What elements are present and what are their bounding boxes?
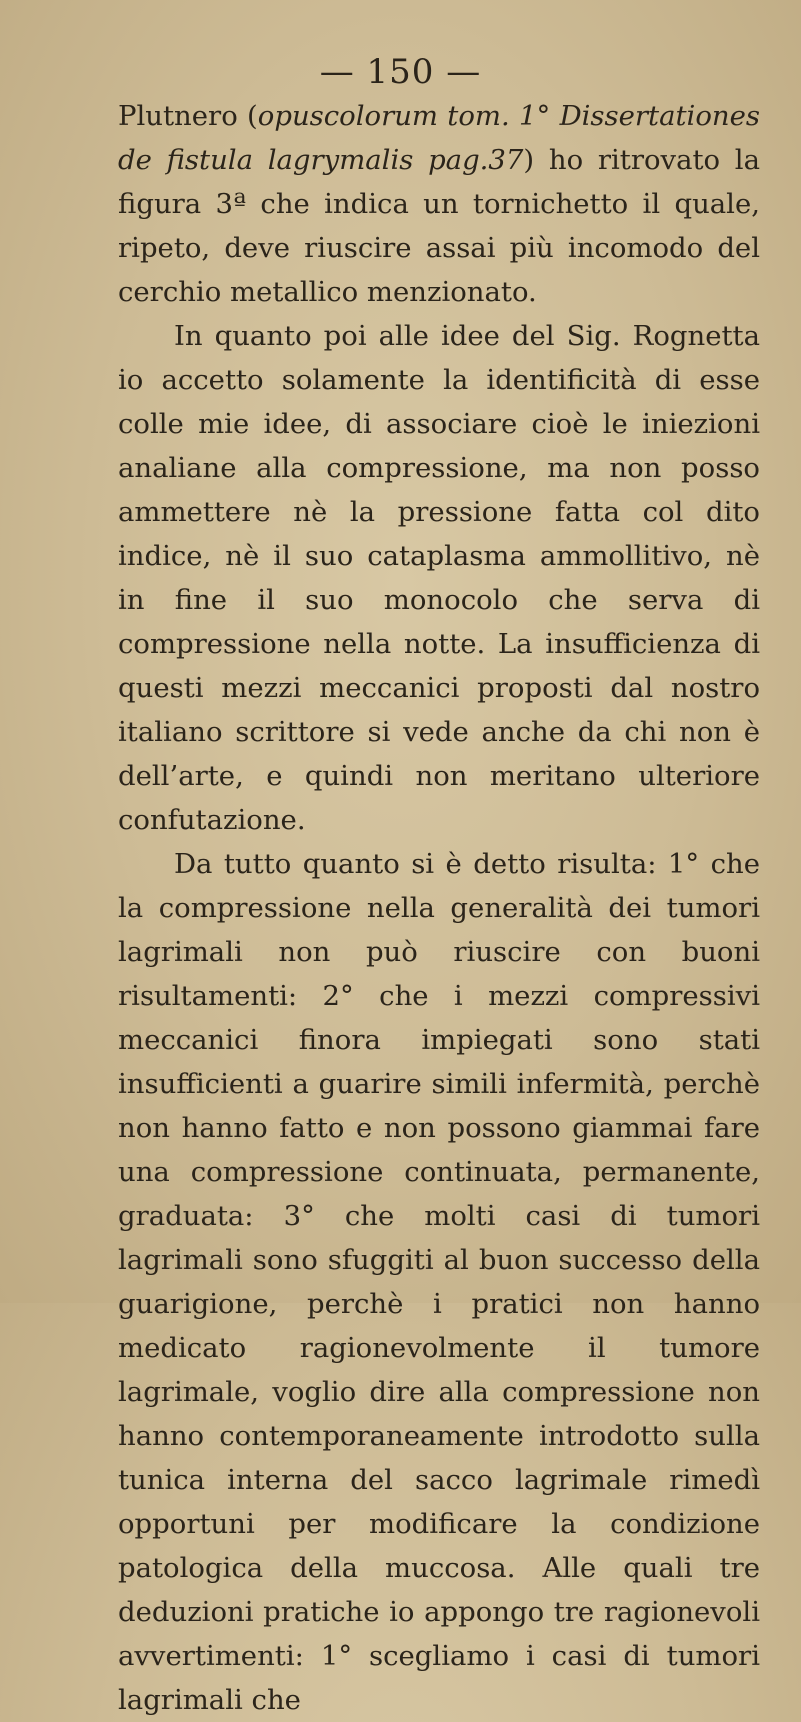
paragraph-3-text: Da tutto quanto si è detto risulta: 1° che la compressione nella generalità dei tumori lagrimali non può riuscire con buoni risultamenti: 2° che i mezzi compressivi meccanici finora impiegati sono stati insufficienti a guarire simili infermità, perchè non hanno fatto e non possono giammai fare una compressione continuata, permanente, graduata: 3° che molti casi di tumori lagrimali sono sfuggiti al buon successo della guarigione, perchè i pratici non hanno medicato ragionevolmente il tumore lagrimale, voglio dire alla compressione non hanno contemporaneamente introdotto sulla tunica interna del sacco lagrimale rimedì opportuni per modificare la condizione patologica della muccosa. Alle quali tre deduzioni pratiche io appongo tre ragionevoli avvertimenti: 1° scegliamo i casi di tumori lagrimali che — [118, 848, 760, 1716]
paragraph-2-text: In quanto poi alle idee del Sig. Rognetta io accetto solamente la identificità di esse colle mie idee, di associare cioè le iniezioni analiane alla compressione, ma non posso ammettere nè la pressione fatta col dito indice, nè il suo cataplasma ammollitivo, nè in fine il suo monocolo che serva di compressione nella notte. La insufficienza di questi mezzi meccanici proposti dal nostro italiano scrittore si vede anche da chi non è dell’arte, e quindi non meritano ulteriore confutazione. — [118, 320, 760, 836]
body-text — [118, 94, 760, 1722]
paragraph-1-citation: opuscolorum tom. 1° Dissertationes de fistula lagrymalis pag.37 — [118, 100, 761, 176]
page-number: — 150 — — [319, 52, 482, 92]
paragraph-1-part-3: ) ho ritrovato la figura 3ª che indica un tornichetto il quale, ripeto, deve riuscire assai più incomodo del cerchio metallico menzionato. — [118, 144, 760, 308]
paragraph-1-part-1: Plutnero ( — [118, 100, 258, 132]
paragraph-3 — [118, 842, 760, 1722]
paragraph-1 — [118, 94, 760, 314]
paragraph-2 — [118, 314, 760, 842]
